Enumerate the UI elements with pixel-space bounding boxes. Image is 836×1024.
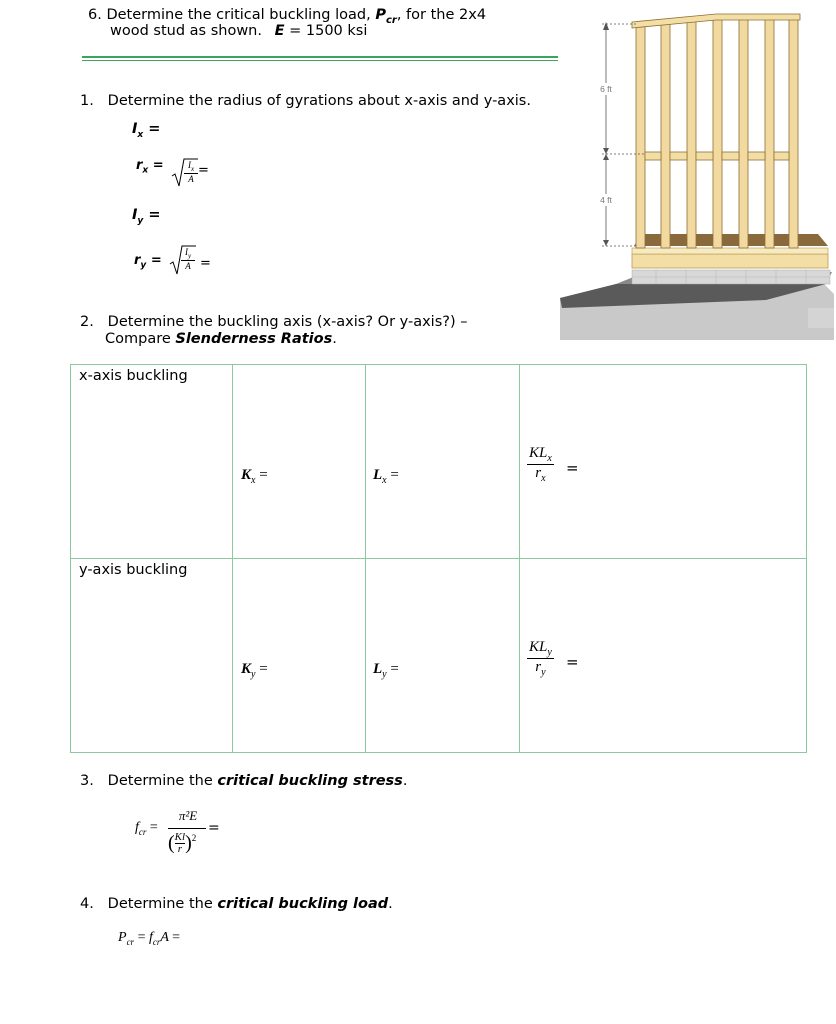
rx-tail: = bbox=[198, 163, 209, 178]
lx-label: $L_x$ = bbox=[373, 467, 399, 486]
section-divider bbox=[82, 56, 558, 61]
ratio-x-equals: = bbox=[566, 459, 579, 477]
kx-label: $K_x$ = bbox=[241, 467, 268, 486]
fcr-fraction-bar bbox=[168, 828, 206, 829]
fcr-label: $f_{cr}$ = bbox=[135, 820, 158, 837]
row-label-x: x-axis buckling bbox=[79, 368, 188, 384]
problem-line1-suffix: , for the 2x4 bbox=[396, 7, 487, 23]
step1-heading: 1. Determine the radius of gyrations about x-axis and y-axis. bbox=[80, 93, 531, 109]
rx-fraction: $I_x$ A bbox=[184, 160, 198, 184]
buckling-table bbox=[70, 364, 807, 753]
ly-label: $L_y$ = bbox=[373, 661, 399, 680]
step2-line2: Compare Slenderness Ratios. bbox=[105, 331, 337, 347]
critical-buckling-load-term: critical buckling load bbox=[217, 896, 389, 912]
ry-tail: = bbox=[200, 256, 211, 271]
dim-label-4ft: 4 ft bbox=[600, 195, 612, 205]
critical-buckling-stress-term: critical buckling stress bbox=[217, 773, 403, 789]
ry-equation: $r_y$ = bbox=[134, 253, 162, 271]
problem-line2: wood stud as shown. E = 1500 ksi bbox=[110, 23, 368, 39]
step2-heading: 2. Determine the buckling axis (x-axis? Or y-axis?) – bbox=[80, 314, 468, 330]
table-row-y bbox=[71, 559, 807, 753]
rx-equation: $r_x$ = bbox=[136, 158, 164, 176]
ky-label: $K_y$ = bbox=[241, 661, 268, 680]
problem-number: 6. bbox=[88, 7, 102, 23]
pcr-label: $P_{cr}$ bbox=[375, 7, 397, 26]
ry-fraction: $I_y$ A bbox=[181, 247, 195, 271]
table-row-x bbox=[71, 365, 807, 559]
ix-equation: $I_x$ = bbox=[132, 121, 161, 140]
dim-label-6ft: 6 ft bbox=[600, 84, 612, 94]
pcr-equation: $P_{cr} = f_{cr}A$ = bbox=[118, 930, 181, 947]
ratio-y-equals: = bbox=[566, 653, 579, 671]
fcr-tail: = bbox=[208, 820, 220, 836]
ratio-x-fraction: $KL_x$ $r_x$ bbox=[529, 445, 552, 484]
step4-heading: 4. Determine the critical buckling load. bbox=[80, 896, 393, 912]
fcr-denominator: ( $\frac{Kl}{r}$ )$^2$ bbox=[168, 831, 197, 855]
iy-equation: $I_y$ = bbox=[132, 207, 161, 226]
e-value: = 1500 ksi bbox=[289, 23, 368, 39]
row-label-y: y-axis buckling bbox=[79, 562, 188, 578]
wall-framing-figure bbox=[556, 8, 836, 340]
slenderness-ratios-term: Slenderness Ratios bbox=[175, 331, 333, 347]
ratio-y-fraction: $KL_y$ $r_y$ bbox=[529, 639, 552, 678]
step3-heading: 3. Determine the critical buckling stress. bbox=[80, 773, 408, 789]
fcr-numerator: π²E bbox=[178, 808, 198, 823]
e-label: E bbox=[274, 23, 285, 39]
problem-line1-prefix: Determine the critical buckling load, bbox=[106, 7, 371, 23]
